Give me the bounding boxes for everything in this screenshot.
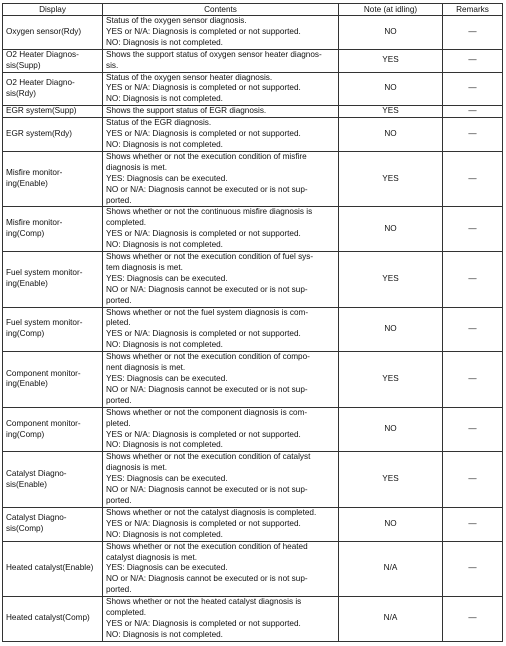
contents-text-line: Shows whether or not the continuous misfire diagnosis is — [106, 207, 313, 217]
contents-text-line: NO: Diagnosis is not completed. — [106, 340, 223, 350]
display-text-line: ing(Comp) — [6, 429, 45, 439]
contents-text-line: YES or N/A: Diagnosis is completed or not supported. — [106, 129, 301, 139]
display-cell — [3, 452, 103, 508]
display-text-line: sis(Comp) — [6, 524, 44, 534]
table-row — [3, 151, 503, 207]
contents-text-line: NO: Diagnosis is not completed. — [106, 139, 223, 149]
display-text-line: Misfire monitor- — [6, 168, 63, 178]
contents-cell — [103, 49, 339, 72]
contents-text-line: YES or N/A: Diagnosis is completed or not supported. — [106, 26, 301, 36]
table-row — [3, 118, 503, 152]
contents-text-line: sis. — [106, 60, 119, 70]
display-text-line: Catalyst Diagno- — [6, 468, 67, 478]
contents-text-line: NO or N/A: Diagnosis cannot be executed or is not sup- — [106, 184, 308, 194]
display-text-line: O2 Heater Diagno- — [6, 77, 75, 87]
contents-text-line: YES or N/A: Diagnosis is completed or not supported. — [106, 518, 301, 528]
contents-cell — [103, 307, 339, 352]
note-cell: NO — [339, 207, 443, 252]
contents-cell — [103, 541, 339, 597]
table-row — [3, 106, 503, 118]
note-cell: YES — [339, 352, 443, 408]
contents-text-line: Shows whether or not the execution condition of misfire — [106, 151, 307, 161]
display-text-line: sis(Rdy) — [6, 88, 37, 98]
display-text-line: Catalyst Diagno- — [6, 513, 67, 523]
contents-text-line: YES: Diagnosis can be executed. — [106, 474, 228, 484]
note-cell: NO — [339, 307, 443, 352]
remarks-cell: — — [443, 407, 503, 452]
contents-cell — [103, 72, 339, 106]
display-text-line: EGR system(Rdy) — [6, 129, 72, 139]
contents-text-line: diagnosis is met. — [106, 463, 167, 473]
remarks-cell: — — [443, 16, 503, 50]
remarks-cell: — — [443, 207, 503, 252]
contents-text-line: NO: Diagnosis is not completed. — [106, 240, 223, 250]
display-text-line: sis(Enable) — [6, 479, 47, 489]
table-row — [3, 49, 503, 72]
display-cell — [3, 72, 103, 106]
note-cell: YES — [339, 151, 443, 207]
table-header-row — [3, 4, 503, 16]
table-row — [3, 207, 503, 252]
note-cell: NO — [339, 16, 443, 50]
remarks-cell: — — [443, 597, 503, 642]
header-remarks: Remarks — [443, 4, 503, 16]
remarks-cell: — — [443, 49, 503, 72]
contents-text-line: YES: Diagnosis can be executed. — [106, 173, 228, 183]
remarks-cell: — — [443, 106, 503, 118]
display-text-line: sis(Supp) — [6, 60, 41, 70]
display-text-line: O2 Heater Diagnos- — [6, 49, 79, 59]
note-cell: N/A — [339, 597, 443, 642]
remarks-cell: — — [443, 307, 503, 352]
display-cell — [3, 252, 103, 308]
display-text-line: ing(Comp) — [6, 329, 45, 339]
remarks-cell: — — [443, 118, 503, 152]
contents-text-line: Shows whether or not the execution condition of heated — [106, 541, 308, 551]
display-cell — [3, 597, 103, 642]
note-cell: NO — [339, 72, 443, 106]
note-cell: NO — [339, 407, 443, 452]
note-cell: NO — [339, 507, 443, 541]
table-body — [3, 16, 503, 642]
contents-text-line: YES: Diagnosis can be executed. — [106, 374, 228, 383]
remarks-cell: — — [443, 151, 503, 207]
contents-text-line: YES or N/A: Diagnosis is completed or not supported. — [106, 83, 301, 93]
contents-text-line: YES or N/A: Diagnosis is completed or not supported. — [106, 329, 301, 339]
contents-text-line: YES or N/A: Diagnosis is completed or not supported. — [106, 429, 301, 439]
display-cell — [3, 151, 103, 207]
contents-text-line: NO: Diagnosis is not completed. — [106, 440, 223, 450]
contents-text-line: Shows whether or not the execution condition of catalyst — [106, 452, 311, 462]
contents-text-line: Shows the support status of oxygen sensor heater diagnos- — [106, 49, 322, 59]
display-text-line: Component monitor- — [6, 368, 81, 378]
contents-text-line: NO or N/A: Diagnosis cannot be executed or is not sup- — [106, 384, 308, 394]
display-cell — [3, 541, 103, 597]
contents-cell — [103, 106, 339, 118]
contents-text-line: YES: Diagnosis can be executed. — [106, 273, 228, 283]
table-row — [3, 307, 503, 352]
contents-text-line: ported. — [106, 195, 132, 205]
contents-cell — [103, 118, 339, 152]
contents-text-line: Shows whether or not the component diagnosis is com- — [106, 407, 308, 417]
contents-text-line: diagnosis is met. — [106, 162, 167, 172]
display-text-line: ing(Enable) — [6, 379, 48, 389]
remarks-cell: — — [443, 352, 503, 408]
table-row — [3, 352, 503, 408]
display-cell — [3, 307, 103, 352]
contents-text-line: NO: Diagnosis is not completed. — [106, 37, 223, 47]
note-cell: NO — [339, 118, 443, 152]
contents-text-line: Shows whether or not the catalyst diagnosis is completed. — [106, 507, 317, 517]
contents-text-line: NO or N/A: Diagnosis cannot be executed or is not sup- — [106, 485, 308, 495]
display-cell — [3, 49, 103, 72]
display-cell — [3, 352, 103, 408]
contents-cell — [103, 207, 339, 252]
contents-text-line: ported. — [106, 295, 132, 305]
remarks-cell: — — [443, 72, 503, 106]
display-text-line: Fuel system monitor- — [6, 268, 83, 278]
contents-cell — [103, 407, 339, 452]
contents-cell — [103, 452, 339, 508]
contents-text-line: NO: Diagnosis is not completed. — [106, 629, 223, 639]
display-text-line: Oxygen sensor(Rdy) — [6, 26, 82, 36]
contents-text-line: NO: Diagnosis is not completed. — [106, 529, 223, 539]
contents-cell — [103, 352, 339, 408]
display-text-line: ing(Enable) — [6, 179, 48, 189]
contents-text-line: YES or N/A: Diagnosis is completed or not supported. — [106, 229, 301, 239]
contents-text-line: Status of the oxygen sensor diagnosis. — [106, 16, 247, 25]
display-text-line: EGR system(Supp) — [6, 106, 77, 116]
contents-text-line: Status of the EGR diagnosis. — [106, 118, 212, 128]
contents-text-line: Shows whether or not the execution condition of fuel sys- — [106, 252, 314, 262]
header-display: Display — [3, 4, 103, 16]
contents-text-line: completed. — [106, 608, 147, 618]
note-cell: YES — [339, 106, 443, 118]
contents-cell — [103, 151, 339, 207]
contents-text-line: ported. — [106, 495, 132, 505]
remarks-cell: — — [443, 252, 503, 308]
table-row — [3, 541, 503, 597]
contents-text-line: NO: Diagnosis is not completed. — [106, 94, 223, 104]
note-cell: N/A — [339, 541, 443, 597]
contents-text-line: YES: Diagnosis can be executed. — [106, 563, 228, 573]
table-row — [3, 507, 503, 541]
diagnosis-table — [2, 3, 503, 642]
contents-text-line: Shows the support status of EGR diagnosis. — [106, 106, 267, 116]
display-text-line: ing(Comp) — [6, 229, 45, 239]
table-row — [3, 407, 503, 452]
table-row — [3, 72, 503, 106]
display-cell — [3, 16, 103, 50]
header-contents: Contents — [103, 4, 339, 16]
contents-text-line: Shows whether or not the execution condition of compo- — [106, 352, 310, 362]
remarks-cell: — — [443, 452, 503, 508]
header-note: Note (at idling) — [339, 4, 443, 16]
table-row — [3, 452, 503, 508]
display-text-line: Heated catalyst(Comp) — [6, 613, 90, 623]
note-cell: YES — [339, 452, 443, 508]
contents-cell — [103, 16, 339, 50]
table-row — [3, 597, 503, 642]
contents-cell — [103, 252, 339, 308]
contents-text-line: catalyst diagnosis is met. — [106, 552, 198, 562]
note-cell: YES — [339, 49, 443, 72]
contents-text-line: ported. — [106, 395, 132, 405]
display-text-line: Fuel system monitor- — [6, 318, 83, 328]
display-cell — [3, 507, 103, 541]
display-cell — [3, 118, 103, 152]
display-text-line: Misfire monitor- — [6, 218, 63, 228]
display-text-line: Component monitor- — [6, 418, 81, 428]
contents-text-line: pleted. — [106, 418, 131, 428]
diagnosis-table-container — [2, 3, 502, 642]
contents-text-line: NO or N/A: Diagnosis cannot be executed or is not sup- — [106, 284, 308, 294]
display-cell — [3, 407, 103, 452]
display-cell — [3, 207, 103, 252]
contents-cell — [103, 507, 339, 541]
contents-cell — [103, 597, 339, 642]
contents-text-line: Shows whether or not the fuel system diagnosis is com- — [106, 307, 309, 317]
display-text-line: Heated catalyst(Enable) — [6, 563, 94, 573]
contents-text-line: Status of the oxygen sensor heater diagnosis. — [106, 72, 273, 82]
table-row — [3, 252, 503, 308]
contents-text-line: pleted. — [106, 318, 131, 328]
remarks-cell: — — [443, 507, 503, 541]
contents-text-line: NO or N/A: Diagnosis cannot be executed or is not sup- — [106, 574, 308, 584]
contents-text-line: completed. — [106, 218, 147, 228]
contents-text-line: YES or N/A: Diagnosis is completed or not supported. — [106, 618, 301, 628]
contents-text-line: tem diagnosis is met. — [106, 262, 183, 272]
table-row — [3, 16, 503, 50]
contents-text-line: ported. — [106, 585, 132, 595]
note-cell: YES — [339, 252, 443, 308]
contents-text-line: nent diagnosis is met. — [106, 363, 186, 373]
display-text-line: ing(Enable) — [6, 279, 48, 289]
contents-text-line: Shows whether or not the heated catalyst diagnosis is — [106, 597, 302, 607]
display-cell — [3, 106, 103, 118]
remarks-cell: — — [443, 541, 503, 597]
